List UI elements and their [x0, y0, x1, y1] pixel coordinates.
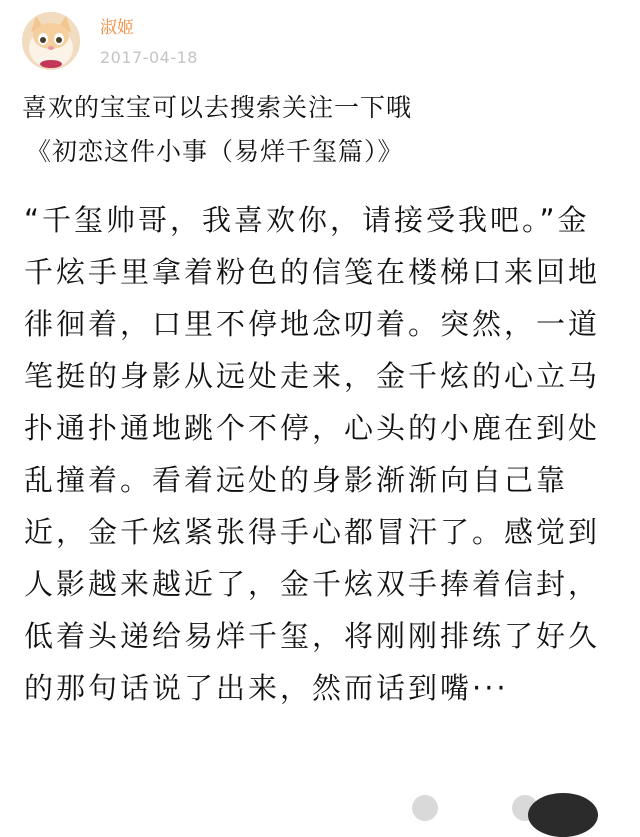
post-date: 2017-04-18 — [100, 48, 198, 67]
avatar[interactable] — [22, 12, 80, 70]
cat-avatar-icon — [22, 12, 80, 70]
gray-circle-icon[interactable] — [412, 795, 438, 821]
post-intro: 喜欢的宝宝可以去搜索关注一下哦 — [22, 93, 413, 122]
author-name[interactable]: 淑姬 — [100, 18, 134, 38]
post-header — [22, 12, 618, 72]
dark-circle-icon[interactable] — [528, 793, 598, 837]
book-title: 《初恋这件小事（易烊千玺篇）》 — [26, 137, 404, 166]
footer-toolbar — [0, 795, 640, 807]
story-text: “千玺帅哥，我喜欢你，请接受我吧。”金千炫手里拿着粉色的信笺在楼梯口来回地徘徊着，口里不停地念叨着。突然，一道笔挺的身影从远处走来，金千炫的心立马扑通扑通地跳个不停，心头的小鹿在到处乱撞着。看着远处的身影渐渐向自己靠近，金千炫紧张得手心都冒汗了。感觉到人影越来越近了，金千炫双手捧着信封，低着头递给易烊千玺，将刚刚排练了好久的那句话说了出来，然而话到嘴··· — [24, 203, 601, 705]
post-body — [22, 90, 622, 714]
